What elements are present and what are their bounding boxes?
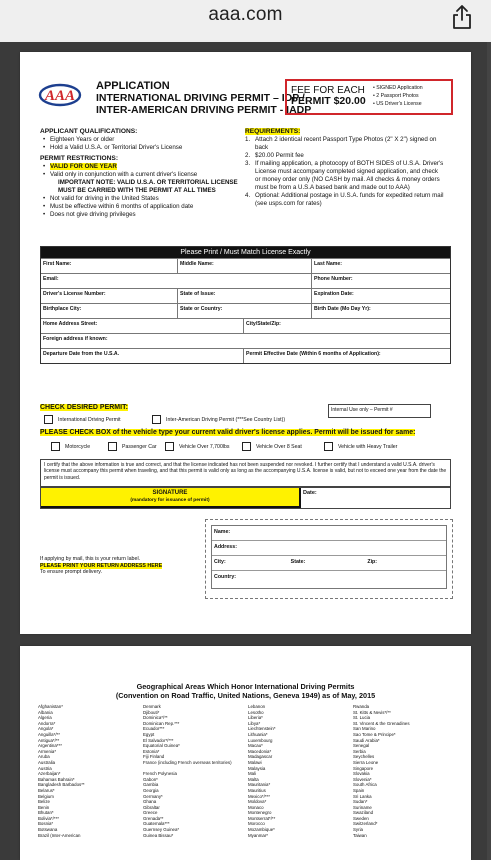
country-list-item: Madagascar (248, 754, 273, 760)
international-permit-label: International Driving Permit (58, 417, 121, 423)
country-list-item: Mozambique* (248, 827, 275, 833)
country-list-item: Slovakia (353, 771, 370, 777)
form-row (41, 273, 450, 288)
country-list-item: Montenegro (248, 810, 272, 816)
brazil-note: (Inter-American (48, 832, 81, 838)
country-list-item: Bhutan* (38, 810, 54, 816)
country-list-item: Lesotho (248, 709, 264, 715)
country-list-item: Morocco (248, 821, 265, 827)
country-list-item: Monaco (248, 804, 264, 810)
heavy-trailer-label: Vehicle with Heavy Trailer (338, 444, 398, 450)
home-address-field[interactable]: Home Address Street: (41, 319, 244, 333)
country-column-3 (248, 704, 353, 838)
first-name-field[interactable]: First Name: (41, 259, 178, 273)
license-number-field[interactable]: Driver's License Number: (41, 289, 178, 303)
scrollbar[interactable] (487, 42, 491, 860)
return-address-field[interactable]: Address: (212, 541, 446, 556)
country-list-item: Gibraltar (143, 804, 160, 810)
country-list-item: Aruba (38, 754, 50, 760)
phone-field[interactable]: Phone Number: (314, 276, 353, 282)
country-list-item: Lebanon (248, 704, 266, 709)
internal-use-box: Internal Use only – Permit # (328, 404, 431, 418)
country-list-item: St. Vincent & the Grenadines (353, 720, 410, 726)
fee-requirements-list: • SIGNED Application • 2 Passport Photos • US Driver's License (373, 84, 423, 108)
fee-box: FEE FOR EACH PERMIT $20.00 • SIGNED Application • 2 Passport Photos • US Driver's License (285, 79, 453, 115)
vehicle-over-7700-checkbox[interactable] (165, 442, 174, 451)
country-list-item: Libya* (248, 720, 261, 726)
country-list-item: Equatorial Guinea* (143, 743, 180, 749)
form-row (41, 258, 450, 273)
country-list-item: Senegal (353, 743, 370, 749)
country-list-item: South Africa (353, 782, 377, 788)
country-list-item: Montserrat*/** (248, 815, 276, 821)
country-list-item: Mali (248, 771, 257, 777)
passenger-car-label: Passenger Car (122, 444, 157, 450)
country-column-4 (353, 704, 458, 838)
country-list-item: Macedonia* (248, 748, 272, 754)
country-list-item: Andorra* (38, 720, 56, 726)
vehicle-over-8-seat-label: Vehicle Over 8 Seat (256, 444, 302, 450)
country-list-item: Malaysia (248, 765, 266, 771)
country-list-item: Gambia (143, 782, 159, 788)
country-list-item: Georgia (143, 787, 159, 793)
country-list-item: Myanmar* (248, 832, 269, 838)
country-list-item: Bolivia*/*** (38, 815, 59, 821)
country-list-item: Serbia (353, 748, 366, 754)
state-or-country-field[interactable]: State or Country: (178, 304, 312, 318)
middle-name-field[interactable]: Middle Name: (178, 259, 312, 273)
country-list-item: Dominica*/** (143, 715, 168, 721)
country-list-item: Belarus* (38, 787, 55, 793)
motorcycle-label: Motorcycle (65, 444, 91, 450)
country-list-item: Guatemala*** (143, 821, 170, 827)
country-list-item: French Polynesia (143, 771, 177, 777)
country-list-item: Fiji Finland (143, 754, 165, 760)
country-list-item: St. Lucia (353, 715, 371, 721)
country-list-item: Bosnia* (38, 821, 54, 827)
country-list-item: Argentina*** (38, 743, 62, 749)
motorcycle-checkbox[interactable] (51, 442, 60, 451)
form-row (41, 348, 450, 363)
signature-row (40, 487, 451, 509)
country-list-item: Luxembourg (248, 737, 273, 743)
country-list-item: Saudi Arabia* (353, 737, 380, 743)
country-list-item: Gabon* (143, 776, 158, 782)
country-list-item: Switzerland* (353, 821, 378, 827)
country-list-item: Singapore (353, 765, 374, 771)
signature-label: SIGNATURE (mandatory for issuance of permit) (130, 490, 210, 503)
vehicle-over-7700-label: Vehicle Over 7,700lbs (179, 444, 230, 450)
country-list-item: Estonia* (143, 748, 160, 754)
country-list-item: Malta (248, 776, 259, 782)
application-title: APPLICATION INTERNATIONAL DRIVING PERMIT – IDP / INTER-AMERICAN DRIVING PERMIT - IADP (96, 80, 312, 116)
country-list-item: Slovenia* (353, 776, 372, 782)
certification-text: I certify that the above information is true and correct, and that the license indicated has not been suspended nor revoked. I further certify that I understand a valid U.S.A. driver's license must accompany this permit when traveling, and that this permit is valid only as long as the accompanying U.S.A. license is valid, but not to exceed one year from the date the permit is issued. (40, 459, 451, 487)
country-list-item: Liberia* (248, 715, 263, 721)
form-row (41, 333, 450, 348)
passenger-car-checkbox[interactable] (108, 442, 117, 451)
country-list-item: Sweden (353, 815, 369, 821)
left-gutter (0, 42, 10, 860)
country-list-title: Geographical Areas Which Honor International Driving Permits (Convention on Road Traffic, United Nations, Geneva 1949) as of May, 2015 (115, 682, 376, 700)
return-country-field[interactable]: Country: (214, 574, 237, 580)
country-list-item: France (including French overseas territories) (143, 759, 232, 765)
country-list-item: Benin (38, 804, 50, 810)
url-bar[interactable]: aaa.com (208, 4, 283, 25)
country-list-item: Afghanistan* (38, 704, 63, 709)
country-list-item: Rwanda (353, 704, 370, 709)
country-list-item: Mauritius (248, 787, 266, 793)
svg-text:AAA: AAA (44, 88, 76, 104)
form-row (41, 288, 450, 303)
country-list-item: Taiwan (353, 832, 367, 838)
country-list-item: Malawi (248, 759, 262, 765)
vehicle-over-8-seat-checkbox[interactable] (242, 442, 251, 451)
country-list-item: Suriname (353, 804, 372, 810)
country-list-item: Sri Lanka (353, 793, 372, 799)
return-address-label (205, 519, 453, 599)
country-list-item: Dominican Rep.*** (143, 720, 180, 726)
state-of-issue-field[interactable]: State of Issue: (178, 289, 312, 303)
share-icon[interactable] (451, 4, 473, 30)
country-list-item: Bahamas Bahrain* (38, 776, 75, 782)
foreign-address-field[interactable]: Foreign address if known: (43, 336, 108, 342)
country-column-1 (38, 704, 143, 838)
country-list-item: Mexico*/*** (248, 793, 270, 799)
country-list-item: Seychelles (353, 754, 375, 760)
country-list-item: Sierra Leone (353, 759, 379, 765)
country-list-item: Antigua*/** (38, 737, 60, 743)
qualifications-section: APPLICANT QUALIFICATIONS: • Eighteen Years or older • Hold a Valid U.S.A. or Territorial Driver's License PERMIT RESTRICTIONS: • VALID FOR ONE YEAR • Valid only in conjunction with a current driver's license IMPORTANT NOTE: VALID U.S.A. OR TERRITORIAL LICENSE MUST BE CARRIED WITH THE PERMIT AT ALL TIMES • Not valid for driving in the United States • Must be effective within 6 months of application date • Does not give driving privileges (40, 128, 240, 219)
country-list-item: Albania (38, 709, 53, 715)
country-list-item: Guinea Bissau* (143, 832, 174, 838)
return-city-state-zip-field[interactable]: City: State: Zip: (212, 556, 446, 571)
country-list-item: Ecuador*** (143, 726, 165, 732)
country-list-item: Swaziland (353, 810, 374, 816)
country-list-item: Bangladesh Barbados** (38, 782, 85, 788)
country-list-item: Mauritania* (248, 782, 271, 788)
form-header: Please Print / Must Match License Exactly (41, 247, 450, 258)
country-list-item: Azerbaijan* (38, 771, 61, 777)
country-list-item: St. Kitts & Nevis*/** (353, 709, 391, 715)
country-list-item: Egypt (143, 731, 155, 737)
country-list-item: Botswana (38, 827, 58, 833)
country-list-item: Belgium (38, 793, 54, 799)
inter-american-permit-checkbox[interactable] (152, 415, 161, 424)
country-list-item: Lithuania* (248, 731, 268, 737)
country-list-item: Sudan* (353, 799, 368, 805)
france-note: (including French overseas territories) (156, 759, 232, 765)
form-row (41, 303, 450, 318)
email-field[interactable]: Email: (41, 274, 312, 288)
international-permit-checkbox[interactable] (44, 415, 53, 424)
country-list-item: Sao Tome & Principe* (353, 731, 396, 737)
vehicle-type-heading: PLEASE CHECK BOX of the vehicle type your current valid driver's license applies. Permit will be issued for same: (40, 429, 416, 436)
inter-american-permit-label: Inter-American Driving Permit (***See Country List)) (166, 417, 286, 423)
aaa-logo (38, 82, 82, 108)
country-list-item: Grenada** (143, 815, 164, 821)
country-list-item: Angola* (38, 726, 54, 732)
expiration-date-field[interactable]: Expiration Date: (314, 291, 354, 297)
requirements-section: REQUIREMENTS: 1. Attach 2 identical recent Passport Type Photos (2" X 2") signed on back 2. $20.00 Permit fee 3. If mailing application, a photocopy of BOTH SIDES of U.S.A. Driver's License must accompany completed signed application, and check or money order only (NO CASH by mail. All checks & money orders must be from a U.S.A based bank and made out to AAA) 4. Optional: Additional postage in U.S.A. funds for expedited return mail (see usps.com for rates) (245, 128, 444, 207)
country-list-item: San Marino (353, 726, 376, 732)
check-permit-heading: CHECK DESIRED PERMIT: (40, 404, 128, 411)
document-page-1 (20, 52, 471, 634)
browser-top-bar (0, 0, 491, 42)
permit-effective-date-field[interactable]: Permit Effective Date (Within 6 months of Application): (246, 351, 381, 357)
country-list-item: Denmark (143, 704, 161, 709)
heavy-trailer-checkbox[interactable] (324, 442, 333, 451)
country-list (38, 704, 458, 838)
country-column-2 (143, 704, 248, 838)
form-row (41, 318, 450, 333)
country-list-item: Moldova* (248, 799, 267, 805)
country-list-item: Syria (353, 827, 364, 833)
country-list-item: Anguilla*/** (38, 731, 60, 737)
country-list-item: Spain (353, 787, 365, 793)
birth-date-field[interactable]: Birth Date (Mo Day Yr): (314, 306, 371, 312)
country-list-item: Macau* (248, 743, 263, 749)
country-list-item: Algeria (38, 715, 52, 721)
country-list-item: Djibouti* (143, 709, 160, 715)
country-list-item: Armenia* (38, 748, 57, 754)
country-list-item: Germany* (143, 793, 163, 799)
country-list-item: Brazil (Inter-American (38, 832, 81, 838)
city-state-zip-field[interactable]: City/State/Zip: (246, 321, 281, 327)
last-name-field[interactable]: Last Name: (314, 261, 342, 267)
country-list-item: Belize (38, 799, 50, 805)
return-label-instructions: If applying by mail, this is your return label. PLEASE PRINT YOUR RETURN ADDRESS HERE To ensure prompt delivery. (40, 556, 163, 575)
return-name-field[interactable]: Name: (212, 526, 446, 541)
country-list-item: Australia (38, 759, 56, 765)
country-list-item: Ghana (143, 799, 157, 805)
country-list-item: Greece (143, 810, 158, 816)
applicant-form (40, 246, 451, 364)
document-page-2 (20, 646, 471, 860)
country-list-item: Liechtenstein* (248, 726, 276, 732)
departure-date-field[interactable]: Departure Date from the U.S.A. (41, 349, 244, 363)
country-list-item: El Salvador*/*** (143, 737, 174, 743)
signature-date-field[interactable]: Date: (303, 490, 317, 496)
birthplace-city-field[interactable]: Birthplace City: (41, 304, 178, 318)
country-list-item: Guernsey Guinea* (143, 827, 180, 833)
country-list-item: Austria (38, 765, 52, 771)
